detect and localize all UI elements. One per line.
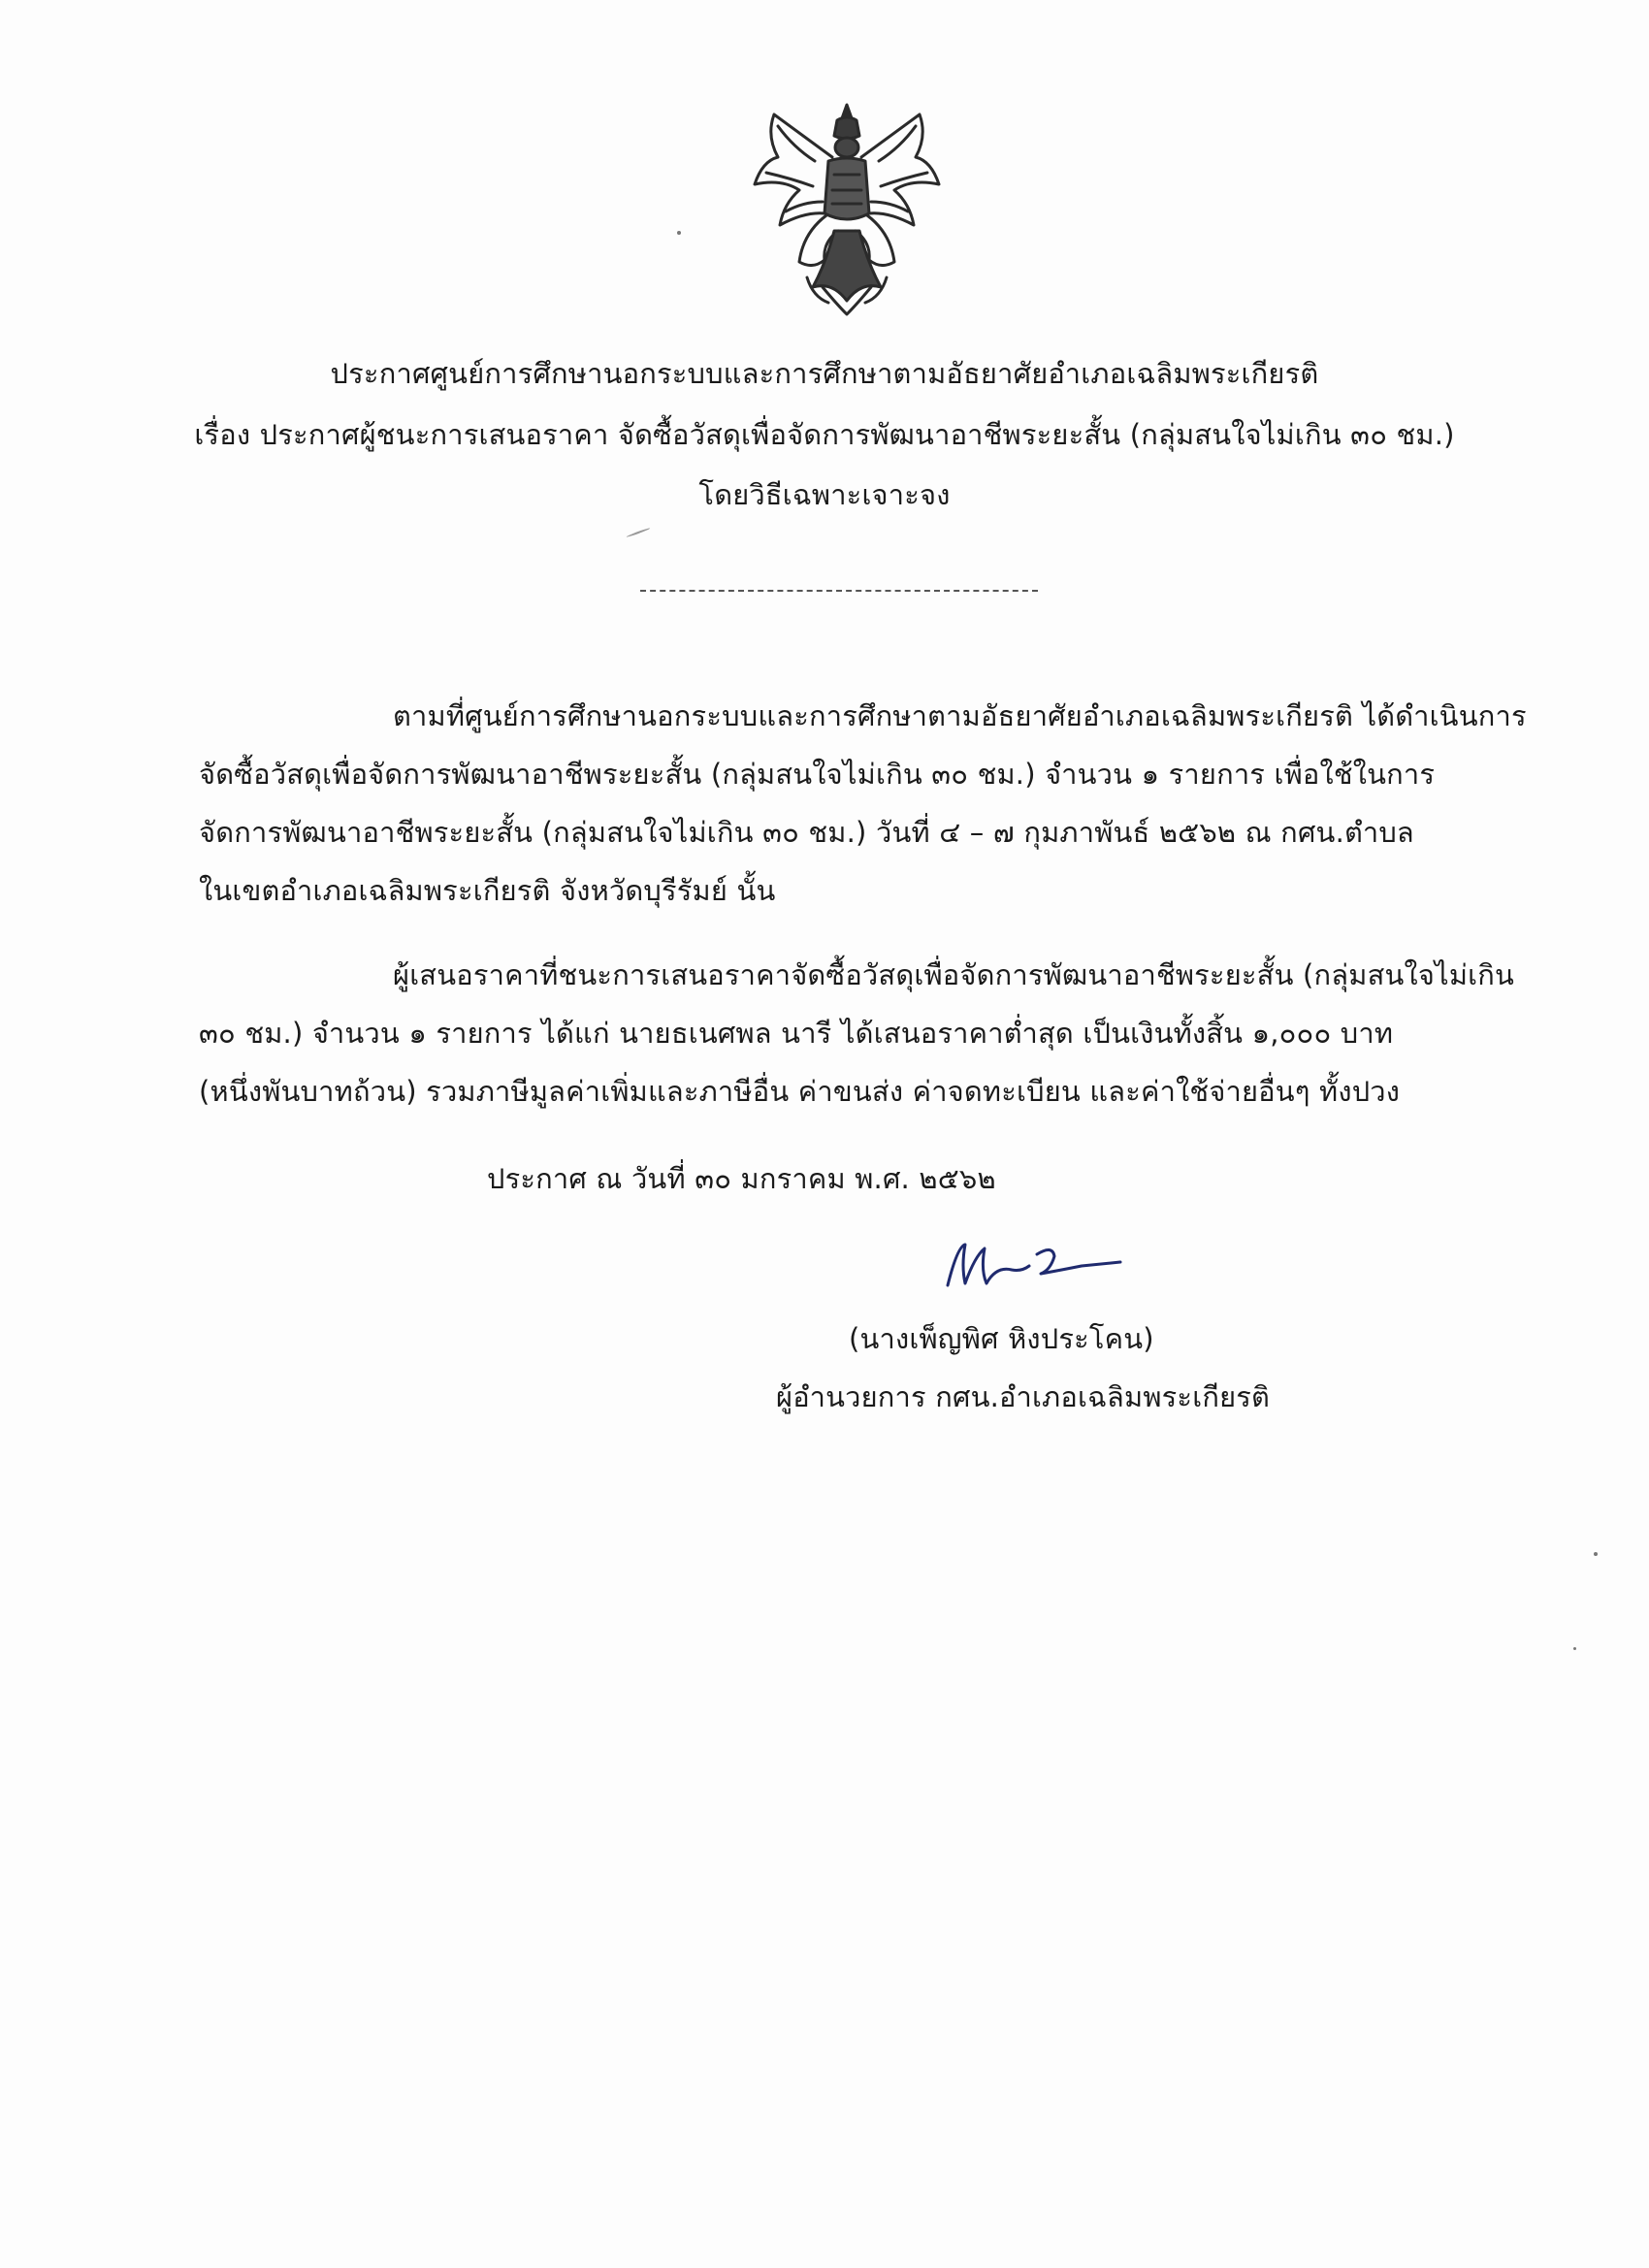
paragraph-1-line-3: จัดการพัฒนาอาชีพระยะสั้น (กลุ่มสนใจไม่เกิน ๓๐ ชม.) วันที่ ๔ – ๗ กุมภาพันธ์ ๒๕๖๒ ณ กศน.ตำบล bbox=[199, 816, 1414, 849]
announcement-date: ประกาศ ณ วันที่ ๓๐ มกราคม พ.ศ. ๒๕๖๒ bbox=[487, 1162, 996, 1195]
header-line-3: โดยวิธีเฉพาะเจาะจง bbox=[698, 478, 951, 511]
signatory-position: ผู้อำนวยการ กศน.อำเภอเฉลิมพระเกียรติ bbox=[776, 1380, 1271, 1413]
paragraph-1-line-4: ในเขตอำเภอเฉลิมพระเกียรติ จังหวัดบุรีรัมย์ นั้น bbox=[199, 874, 776, 907]
header-line-1: ประกาศศูนย์การศึกษานอกระบบและการศึกษาตามอัธยาศัยอำเภอเฉลิมพระเกียรติ bbox=[330, 357, 1319, 390]
scan-speck bbox=[1594, 1552, 1598, 1556]
header-line-2: เรื่อง ประกาศผู้ชนะการเสนอราคา จัดซื้อวัสดุเพื่อจัดการพัฒนาอาชีพระยะสั้น (กลุ่มสนใจไม่เกิน ๓๐ ชม.) bbox=[194, 418, 1455, 451]
paragraph-1-line-1: ตามที่ศูนย์การศึกษานอกระบบและการศึกษาตามอัธยาศัยอำเภอเฉลิมพระเกียรติ ได้ดำเนินการ bbox=[393, 699, 1527, 732]
handwritten-signature-icon bbox=[936, 1227, 1130, 1305]
scan-speck bbox=[677, 231, 681, 235]
scan-speck bbox=[1573, 1647, 1576, 1650]
scan-speck bbox=[626, 528, 650, 538]
paragraph-2-line-1: ผู้เสนอราคาที่ชนะการเสนอราคาจัดซื้อวัสดุเพื่อจัดการพัฒนาอาชีพระยะสั้น (กลุ่มสนใจไม่เกิน bbox=[393, 958, 1515, 991]
signatory-name: (นางเพ็ญพิศ หิงประโคน) bbox=[849, 1322, 1154, 1355]
section-divider bbox=[640, 590, 1038, 592]
paragraph-1-line-2: จัดซื้อวัสดุเพื่อจัดการพัฒนาอาชีพระยะสั้น (กลุ่มสนใจไม่เกิน ๓๐ ชม.) จำนวน ๑ รายการ เพื่อใช้ในการ bbox=[199, 758, 1436, 791]
garuda-emblem-icon bbox=[745, 97, 949, 320]
paragraph-2-line-3: (หนึ่งพันบาทถ้วน) รวมภาษีมูลค่าเพิ่มและภาษีอื่น ค่าขนส่ง ค่าจดทะเบียน และค่าใช้จ่ายอื่นๆ ทั้งปวง bbox=[199, 1075, 1401, 1108]
paragraph-2-line-2: ๓๐ ชม.) จำนวน ๑ รายการ ได้แก่ นายธเนศพล นารี ได้เสนอราคาต่ำสุด เป็นเงินทั้งสิ้น ๑,๐๐๐ บาท bbox=[199, 1017, 1394, 1050]
